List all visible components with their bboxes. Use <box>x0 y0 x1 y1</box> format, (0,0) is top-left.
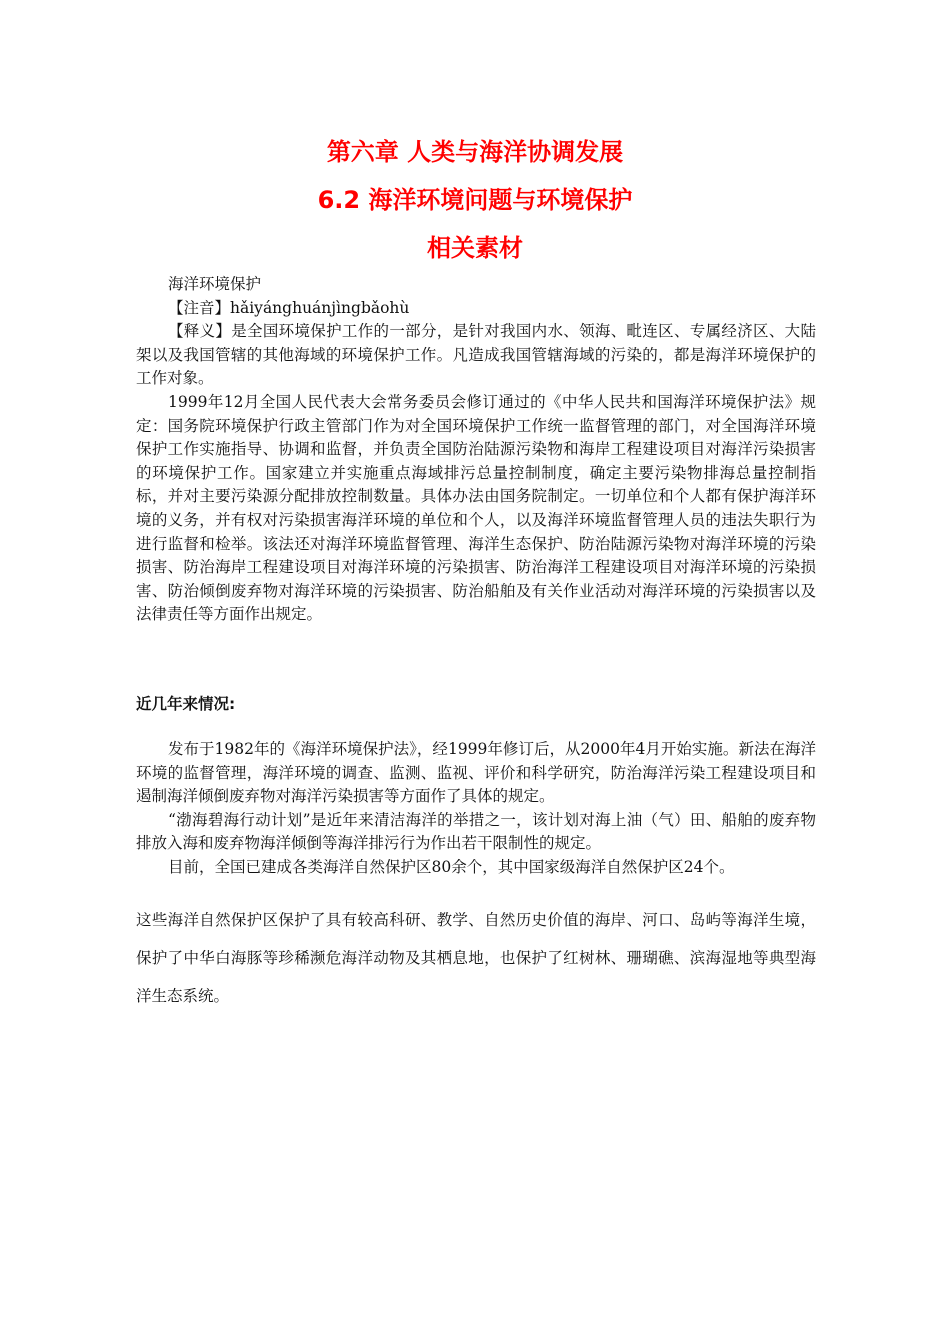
recent-paragraph-3: 目前，全国已建成各类海洋自然保护区80余个，其中国家级海洋自然保护区24个。 <box>168 857 735 876</box>
material-title: 相关素材 <box>427 234 523 262</box>
entry-block <box>136 273 816 627</box>
chapter-title: 第六章 人类与海洋协调发展 <box>326 138 624 166</box>
title-block <box>0 128 950 272</box>
recent-block <box>136 738 816 880</box>
entry-pinyin: 【注音】hǎiyánghuánjìngbǎohù <box>168 298 410 317</box>
entry-term: 海洋环境保护 <box>168 275 262 293</box>
recent-paragraph-1: 发布于1982年的《海洋环境保护法》，经1999年修订后，从2000年4月开始实施。新法在海洋环境的监督管理，海洋环境的调查、监测、监视、评价和科学研究，防治海洋污染工程建设项目和遏制海洋倾倒废弃物对海洋污染损害等方面作了具体的规定。 <box>136 740 816 806</box>
recent-paragraph-2: “渤海碧海行动计划”是近年来清洁海洋的举措之一，该计划对海上油（气）田、船舶的废弃物排放入海和废弃物海洋倾倒等海洋排污行为作出若干限制性的规定。 <box>136 810 816 853</box>
entry-definition: 【释义】是全国环境保护工作的一部分，是针对我国内水、领海、毗连区、专属经济区、大陆架以及我国管辖的其他海域的环境保护工作。凡造成我国管辖海域的污染的，都是海洋环境保护的工作对象。 <box>136 322 816 388</box>
recent-paragraph-4: 这些海洋自然保护区保护了具有较高科研、教学、自然历史价值的海岸、河口、岛屿等海洋生境，保护了中华白海豚等珍稀濒危海洋动物及其栖息地，也保护了红树林、珊瑚礁、滨海湿地等典型海洋生态系统。 <box>136 911 816 1005</box>
section-title: 6.2 海洋环境问题与环境保护 <box>317 186 633 214</box>
reserve-block <box>136 901 816 1015</box>
entry-law-paragraph: 1999年12月全国人民代表大会常务委员会修订通过的《中华人民共和国海洋环境保护法》规定：国务院环境保护行政主管部门作为对全国环境保护工作统一监督管理的部门，对全国海洋环境保护工作实施指导、协调和监督，并负责全国防治陆源污染物和海岸工程建设项目对海洋污染损害的环境保护工作。国家建立并实施重点海域排污总量控制制度，确定主要污染物排海总量控制指标，并对主要污染源分配排放控制数量。具体办法由国务院制定。一切单位和个人都有保护海洋环境的义务，并有权对污染损害海洋环境的单位和个人，以及海洋环境监督管理人员的违法失职行为进行监督和检举。该法还对海洋环境监督管理、海洋生态保护、防治陆源污染物对海洋环境的污染损害、防治海岸工程建设项目对海洋环境的污染损害、防治海洋工程建设项目对海洋环境的污染损害、防治倾倒废弃物对海洋环境的污染损害、防治船舶及有关作业活动对海洋环境的污染损害以及法律责任等方面作出规定。 <box>136 392 816 624</box>
recent-heading: 近几年来情况: <box>136 695 236 713</box>
